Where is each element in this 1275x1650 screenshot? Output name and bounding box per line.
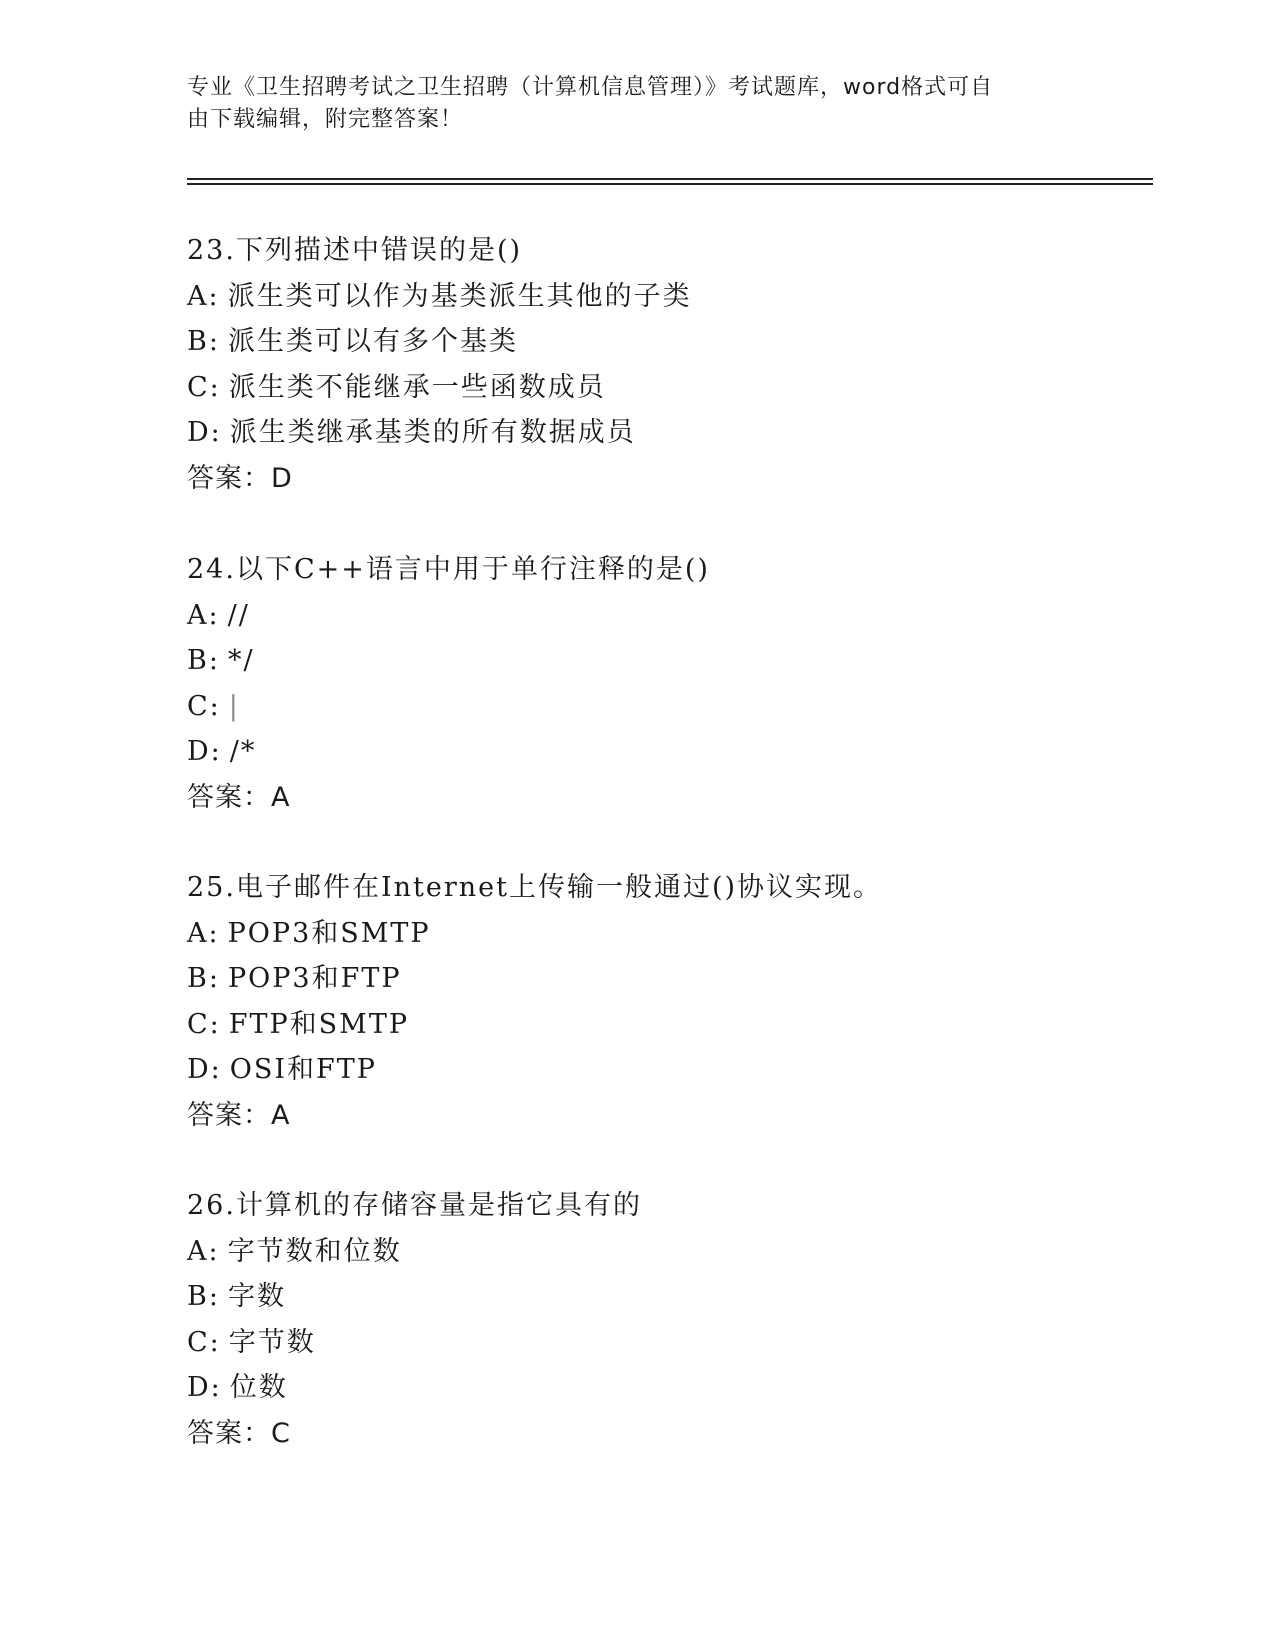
option-d	[187, 410, 1147, 456]
option-d	[187, 729, 1147, 775]
option-letter: D:	[187, 1372, 222, 1403]
option-text: OSI和FTP	[229, 1054, 377, 1085]
option-letter: D:	[187, 736, 222, 767]
option-letter: A:	[187, 280, 220, 312]
option-d	[187, 1365, 1147, 1411]
option-text: 字节数和位数	[227, 1235, 402, 1267]
question-26	[187, 1183, 1147, 1456]
answer-line: 答案：D	[187, 462, 293, 494]
option-b	[187, 956, 1147, 1002]
option-text: //	[227, 599, 250, 631]
option-b	[187, 1274, 1147, 1320]
option-letter: A:	[187, 599, 220, 631]
option-letter: B:	[187, 1281, 220, 1312]
option-d	[187, 1047, 1147, 1093]
option-letter: A:	[187, 1235, 220, 1267]
option-b	[187, 319, 1147, 365]
option-letter: D:	[187, 1054, 222, 1085]
option-letter: C:	[187, 690, 221, 722]
option-letter: C:	[187, 1008, 221, 1040]
option-text: POP3和FTP	[227, 963, 402, 994]
header-line-2: 由下载编辑，附完整答案！	[187, 107, 464, 132]
question-stem: 24.以下C++语言中用于单行注释的是()	[187, 554, 710, 585]
option-text: 字节数	[228, 1326, 316, 1358]
answer-line: 答案：C	[187, 1417, 291, 1449]
option-text: 位数	[229, 1372, 288, 1403]
option-text: 派生类继承基类的所有数据成员	[229, 417, 636, 448]
option-a	[187, 593, 1147, 639]
option-letter: C:	[187, 1326, 221, 1358]
option-text: FTP和SMTP	[228, 1008, 409, 1040]
option-letter: C:	[187, 371, 221, 403]
option-text: 字数	[227, 1281, 286, 1312]
option-text: */	[227, 645, 255, 676]
option-letter: D:	[187, 417, 222, 448]
header-divider-bottom	[187, 183, 1153, 185]
option-letter: B:	[187, 963, 220, 994]
answer-line: 答案：A	[187, 781, 291, 813]
question-stem: 25.电子邮件在Internet上传输一般通过()协议实现。	[187, 872, 883, 903]
option-letter: A:	[187, 917, 220, 949]
option-text: 派生类不能继承一些函数成员	[228, 371, 606, 403]
question-24	[187, 547, 1147, 820]
option-a	[187, 274, 1147, 320]
option-b	[187, 638, 1147, 684]
question-stem: 23.下列描述中错误的是()	[187, 235, 523, 266]
document-header	[187, 72, 1067, 136]
option-text: POP3和SMTP	[227, 917, 431, 949]
question-25	[187, 865, 1147, 1138]
header-divider-top	[187, 178, 1153, 180]
option-c	[187, 1002, 1147, 1048]
option-text: /*	[229, 736, 257, 767]
header-line-1: 专业《卫生招聘考试之卫生招聘（计算机信息管理）》考试题库，word格式可自	[187, 75, 994, 100]
option-text: 派生类可以作为基类派生其他的子类	[227, 280, 692, 312]
option-a	[187, 911, 1147, 957]
option-c	[187, 1320, 1147, 1366]
question-stem: 26.计算机的存储容量是指它具有的	[187, 1190, 642, 1221]
option-text: |	[228, 690, 240, 722]
option-c	[187, 684, 1147, 730]
option-text: 派生类可以有多个基类	[227, 326, 518, 357]
answer-line: 答案：A	[187, 1099, 291, 1131]
option-letter: B:	[187, 645, 220, 676]
option-letter: B:	[187, 326, 220, 357]
option-a	[187, 1229, 1147, 1275]
option-c	[187, 365, 1147, 411]
question-23	[187, 228, 1147, 501]
